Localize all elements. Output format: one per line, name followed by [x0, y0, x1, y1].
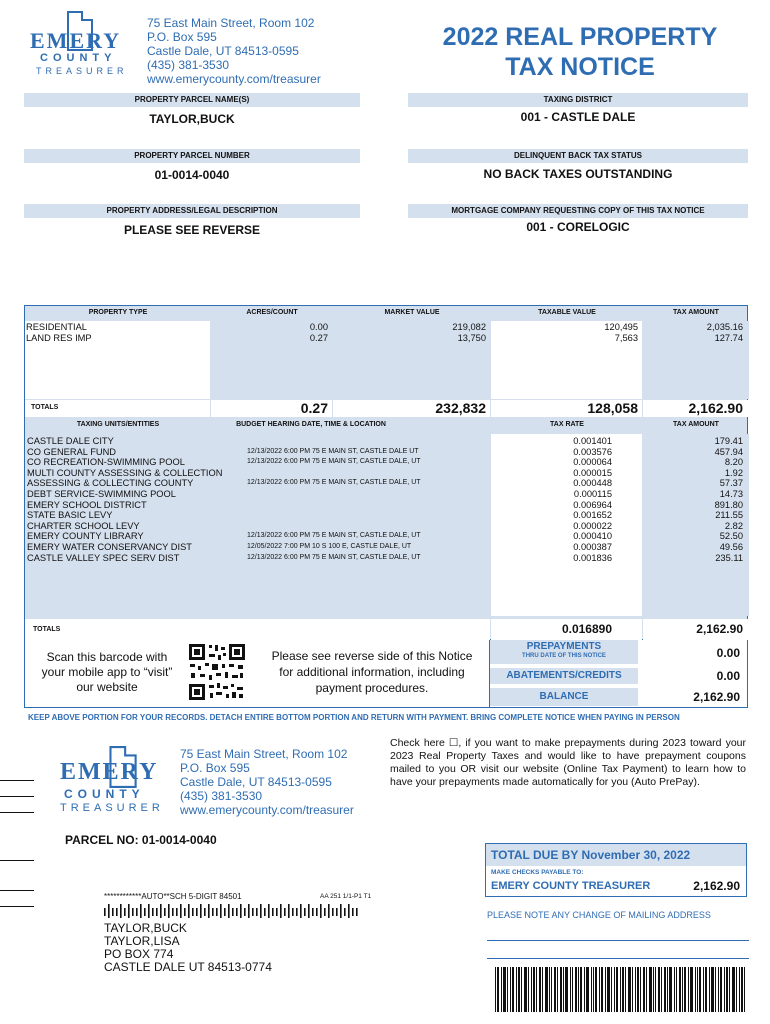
- address-line: (435) 381-3530: [180, 789, 263, 803]
- mortgage-label: MORTGAGE COMPANY REQUESTING COPY OF THIS TAX NOTICE: [408, 204, 748, 218]
- hearing-list: [247, 434, 490, 616]
- recipient-line: PO BOX 774: [104, 947, 174, 961]
- unit-tax-amount: 8.20: [724, 457, 743, 468]
- title-line: TAX NOTICE: [505, 53, 655, 81]
- mail-ref: AA 251 1/1-P1 T1: [320, 893, 372, 900]
- tax-rate: 0.001652: [573, 510, 612, 521]
- unit-tax-amount: 211.55: [715, 510, 743, 521]
- property-type-cell: [25, 321, 210, 399]
- treasurer-address: [147, 16, 321, 86]
- prepayments-value: 0.00: [716, 646, 740, 660]
- prepayments-sublabel: THRU DATE OF THIS NOTICE: [522, 653, 606, 659]
- logo-treasurer: TREASURER: [36, 66, 128, 76]
- fold-mark: [0, 796, 34, 797]
- parcel-name: TAYLOR,BUCK: [149, 112, 235, 126]
- property-type-value: RESIDENTIAL: [26, 322, 87, 332]
- taxing-unit: CASTLE VALLEY SPEC SERV DIST: [27, 552, 180, 563]
- property-address-label: PROPERTY ADDRESS/LEGAL DESCRIPTION: [24, 204, 360, 218]
- address-line: (435) 381-3530: [147, 58, 230, 72]
- hearing-info: [247, 521, 490, 532]
- total-acres: 0.27: [211, 400, 332, 417]
- taxing-district-label: TAXING DISTRICT: [408, 93, 748, 107]
- stub-logo: [60, 745, 175, 815]
- prepay-instructions[interactable]: Check here ☐, if you want to make prepayments during 2023 toward your 2023 Real Property Taxes and would like to have prepayment coupons mailed to you OR visit our website (Online Tax Payment) to learn how to have your prepayments made automatically for you (Auto PrePay).: [390, 737, 746, 788]
- property-totals-label: TOTALS: [31, 404, 59, 411]
- hearing-info: [247, 436, 490, 447]
- address-change-line[interactable]: [487, 958, 749, 959]
- logo-emery: EMERY: [30, 28, 122, 53]
- property-type-value: LAND RES IMP: [26, 332, 92, 343]
- taxing-unit: CHARTER SCHOOL LEVY: [27, 520, 140, 531]
- tax-table: [24, 305, 748, 640]
- notice-title: [410, 22, 750, 82]
- hearing-info: 12/13/2022 6:00 PM 75 E MAIN ST, CASTLE DALE, UT: [247, 479, 421, 487]
- col-market: MARKET VALUE: [384, 309, 440, 316]
- keep-portion-notice: KEEP ABOVE PORTION FOR YOUR RECORDS. DETACH ENTIRE BOTTOM PORTION AND RETURN WITH PAYMENT. BRING COMPLETE NOTICE WHEN PAYING IN PERSON: [28, 713, 680, 722]
- tax-rate: 0.006964: [573, 499, 612, 510]
- balance-value: 2,162.90: [693, 690, 740, 704]
- logo-treasurer: TREASURER: [60, 802, 164, 814]
- recipient-line: TAYLOR,LISA: [104, 934, 180, 948]
- hearing-info: 12/13/2022 6:00 PM 75 E MAIN ST, CASTLE DALE, UT: [247, 532, 421, 540]
- barcode-caption: Scan this barcode with your mobile app to “visit” our website: [41, 650, 173, 694]
- col-tax-rate: TAX RATE: [550, 421, 584, 428]
- units-totals-label-cell: [25, 619, 490, 640]
- property-address: PLEASE SEE REVERSE: [123, 223, 261, 237]
- fold-mark: [0, 780, 34, 781]
- units-tax-list: [643, 434, 749, 616]
- reverse-side-note: Please see reverse side of this Notice for additional information, including payment procedures.: [271, 649, 473, 695]
- taxing-unit: DEBT SERVICE-SWIMMING POOL: [27, 488, 176, 499]
- prepayments-label-box: [490, 640, 638, 664]
- website-link[interactable]: www.emerycounty.com/treasurer: [147, 72, 321, 86]
- prepayments-label: PREPAYMENTS: [526, 641, 602, 652]
- logo-emery: EMERY: [60, 759, 159, 785]
- taxing-unit: CO GENERAL FUND: [27, 446, 117, 457]
- barcode-info-box: [24, 640, 490, 708]
- payment-barcode: [495, 967, 747, 1012]
- units-total-tax: 2,162.90: [643, 619, 749, 640]
- hearing-info: [247, 510, 490, 521]
- title-line: 2022 REAL PROPERTY: [442, 23, 718, 51]
- hearing-info: 12/13/2022 6:00 PM 75 E MAIN ST, CASTLE DALE, UT: [247, 553, 421, 561]
- abatements-label: ABATEMENTS/CREDITS: [490, 668, 638, 684]
- address-line: 75 East Main Street, Room 102: [147, 16, 315, 30]
- market-value: 219,082: [452, 322, 486, 332]
- recipient-line: CASTLE DALE UT 84513-0774: [104, 960, 272, 974]
- total-tax-rate: 0.016890: [491, 619, 642, 640]
- taxing-unit: ASSESSING & COLLECTING COUNTY: [27, 478, 194, 489]
- tax-rate: 0.000387: [573, 541, 612, 552]
- make-checks-label: MAKE CHECKS PAYABLE TO:: [491, 869, 584, 876]
- total-market: 232,832: [333, 400, 490, 417]
- recipient-line: TAYLOR,BUCK: [104, 921, 187, 935]
- unit-tax-amount: 891.80: [714, 499, 743, 510]
- treasurer-logo: [30, 10, 130, 80]
- taxing-units-list: [25, 434, 255, 616]
- taxing-unit: EMERY SCHOOL DISTRICT: [27, 499, 147, 510]
- address-line: P.O. Box 595: [180, 761, 250, 775]
- col-tax-amount: TAX AMOUNT: [673, 309, 719, 316]
- total-due-label: TOTAL DUE BY November 30, 2022: [491, 848, 691, 862]
- tax-rate: 0.000115: [573, 488, 612, 499]
- unit-tax-amount: 457.94: [714, 446, 743, 457]
- unit-tax-amount: 179.41: [714, 436, 743, 446]
- mailing-address-note: PLEASE NOTE ANY CHANGE OF MAILING ADDRESS: [487, 910, 711, 920]
- logo-county: COUNTY: [40, 52, 117, 64]
- hearing-info: [247, 468, 490, 479]
- taxable-value: 120,495: [604, 322, 638, 332]
- recipient-address: [104, 922, 272, 974]
- hearing-info: 12/13/2022 6:00 PM 75 E MAIN ST, CASTLE DALE, UT: [247, 458, 421, 466]
- address-line: 75 East Main Street, Room 102: [180, 747, 348, 761]
- taxing-unit: STATE BASIC LEVY: [27, 510, 113, 521]
- units-totals-label: TOTALS: [33, 626, 61, 633]
- market-value: 13,750: [457, 332, 486, 343]
- taxing-unit: EMERY COUNTY LIBRARY: [27, 531, 144, 542]
- taxing-unit: CASTLE DALE CITY: [27, 436, 114, 446]
- unit-tax-amount: 57.37: [719, 478, 743, 489]
- tax-amount-cell: [643, 321, 749, 399]
- col-taxable: TAXABLE VALUE: [538, 309, 596, 316]
- tax-rate: 0.000022: [573, 520, 612, 531]
- mortgage-company: 001 - CORELOGIC: [526, 220, 630, 234]
- tax-amount-value: 127.74: [714, 332, 743, 343]
- tax-rate: 0.000015: [573, 467, 612, 478]
- tax-rate-list: [491, 434, 642, 616]
- tax-rate: 0.003576: [573, 446, 612, 457]
- abatements-value: 0.00: [716, 669, 740, 683]
- tax-rate: 0.001836: [573, 552, 612, 563]
- parcel-number-label: PROPERTY PARCEL NUMBER: [24, 149, 360, 163]
- acres-value: 0.00: [309, 322, 328, 332]
- taxing-unit: EMERY WATER CONSERVANCY DIST: [27, 541, 192, 552]
- website-link[interactable]: www.emerycounty.com/treasurer: [180, 803, 354, 817]
- fold-mark: [0, 860, 34, 861]
- taxing-district: 001 - CASTLE DALE: [520, 110, 636, 124]
- fold-mark: [0, 812, 34, 813]
- col-property-type: PROPERTY TYPE: [88, 309, 148, 316]
- payee: EMERY COUNTY TREASURER: [491, 880, 651, 892]
- taxable-cell: [491, 321, 642, 399]
- hearing-info: [247, 500, 490, 511]
- acres-value: 0.27: [309, 332, 328, 343]
- unit-tax-amount: 235.11: [715, 552, 743, 563]
- fold-mark: [0, 890, 34, 891]
- delinquent-status: NO BACK TAXES OUTSTANDING: [483, 167, 673, 181]
- property-totals-label-cell: [25, 400, 210, 417]
- address-change-line[interactable]: [487, 940, 749, 941]
- unit-tax-amount: 52.50: [719, 531, 743, 542]
- stub-treasurer-address: [180, 747, 354, 817]
- total-due-amount: 2,162.90: [693, 879, 740, 893]
- unit-tax-amount: 2.82: [724, 520, 743, 531]
- qr-code-icon[interactable]: [187, 642, 247, 702]
- taxing-unit: MULTI COUNTY ASSESSING & COLLECTION: [27, 467, 223, 478]
- hearing-info: 12/05/2022 7:00 PM 10 S 100 E, CASTLE DALE, UT: [247, 542, 412, 550]
- balance-label: BALANCE: [490, 688, 638, 706]
- unit-tax-amount: 1.92: [724, 467, 743, 478]
- address-line: Castle Dale, UT 84513-0595: [147, 44, 299, 58]
- parcel-name-label: PROPERTY PARCEL NAME(S): [24, 93, 360, 107]
- taxing-unit: CO RECREATION-SWIMMING POOL: [27, 457, 185, 468]
- unit-tax-amount: 14.73: [719, 488, 743, 499]
- tax-rate: 0.001401: [573, 436, 612, 446]
- acres-cell: [211, 321, 332, 399]
- logo-county: COUNTY: [64, 787, 145, 801]
- col-units-tax-amount: TAX AMOUNT: [673, 421, 719, 428]
- tax-rate: 0.000448: [573, 478, 612, 489]
- taxable-value: 7,563: [614, 332, 638, 343]
- tax-amount-value: 2,035.16: [706, 322, 743, 332]
- hearing-info: [247, 489, 490, 500]
- unit-tax-amount: 49.56: [719, 541, 743, 552]
- fold-mark: [0, 906, 34, 907]
- delinquent-label: DELINQUENT BACK TAX STATUS: [408, 149, 748, 163]
- postal-barcode: [104, 904, 360, 918]
- total-taxable: 128,058: [491, 400, 642, 417]
- address-line: P.O. Box 595: [147, 30, 217, 44]
- mail-code: ************AUTO**SCH 5-DIGIT 84501: [104, 892, 242, 901]
- stub-parcel-no: PARCEL NO: 01-0014-0040: [65, 833, 217, 847]
- total-due-box: [485, 843, 747, 897]
- tax-rate: 0.000064: [573, 457, 612, 468]
- hearing-info: 12/13/2022 6:00 PM 75 E MAIN ST, CASTLE DALE UT: [247, 447, 419, 455]
- summary-box: [490, 640, 748, 708]
- address-line: Castle Dale, UT 84513-0595: [180, 775, 332, 789]
- tax-rate: 0.000410: [573, 531, 612, 542]
- parcel-number: 01-0014-0040: [154, 168, 230, 182]
- col-acres: ACRES/COUNT: [246, 309, 298, 316]
- total-tax: 2,162.90: [643, 400, 749, 417]
- market-cell: [333, 321, 490, 399]
- col-taxing-units: TAXING UNITS/ENTITIES: [76, 421, 160, 428]
- col-budget-hearing: BUDGET HEARING DATE, TIME & LOCATION: [236, 421, 386, 428]
